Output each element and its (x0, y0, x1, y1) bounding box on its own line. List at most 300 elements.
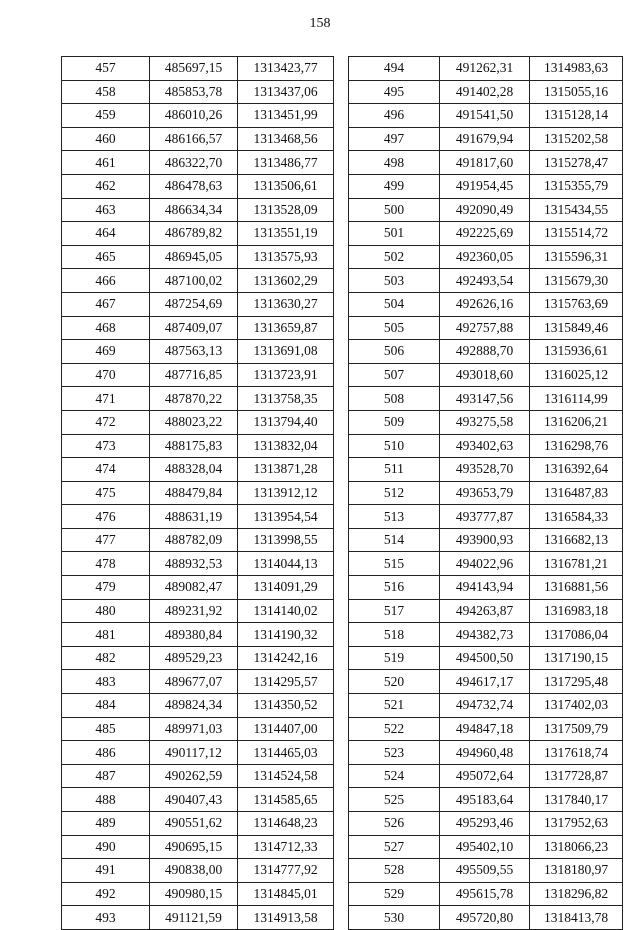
table-row (62, 292, 334, 316)
x-coordinate-cell: 492888,70 (440, 340, 530, 364)
point-number-cell: 523 (349, 741, 440, 765)
y-coordinate-cell: 1314140,02 (238, 599, 334, 623)
table-row (349, 245, 623, 269)
point-number-cell: 496 (349, 104, 440, 128)
y-coordinate-cell: 1315936,61 (530, 340, 623, 364)
x-coordinate-cell: 492493,54 (440, 269, 530, 293)
x-coordinate-cell: 489082,47 (150, 576, 238, 600)
point-number-cell: 518 (349, 623, 440, 647)
point-number-cell: 486 (62, 741, 150, 765)
table-row (349, 670, 623, 694)
y-coordinate-cell: 1313723,91 (238, 363, 334, 387)
y-coordinate-cell: 1318296,82 (530, 882, 623, 906)
table-row (62, 505, 334, 529)
table-row (349, 410, 623, 434)
point-number-cell: 479 (62, 576, 150, 600)
y-coordinate-cell: 1317952,63 (530, 812, 623, 836)
table-row (62, 434, 334, 458)
point-number-cell: 493 (62, 906, 150, 930)
table-row (349, 340, 623, 364)
table-row (349, 741, 623, 765)
y-coordinate-cell: 1313691,08 (238, 340, 334, 364)
y-coordinate-cell: 1315128,14 (530, 104, 623, 128)
point-number-cell: 472 (62, 410, 150, 434)
point-number-cell: 491 (62, 859, 150, 883)
x-coordinate-cell: 488479,84 (150, 481, 238, 505)
point-number-cell: 500 (349, 198, 440, 222)
table-row (62, 127, 334, 151)
x-coordinate-cell: 491541,50 (440, 104, 530, 128)
y-coordinate-cell: 1314044,13 (238, 552, 334, 576)
x-coordinate-cell: 495183,64 (440, 788, 530, 812)
table-row (349, 646, 623, 670)
y-coordinate-cell: 1313758,35 (238, 387, 334, 411)
table-row (349, 174, 623, 198)
table-row (62, 812, 334, 836)
y-coordinate-cell: 1316584,33 (530, 505, 623, 529)
point-number-cell: 466 (62, 269, 150, 293)
table-row (62, 717, 334, 741)
y-coordinate-cell: 1314242,16 (238, 646, 334, 670)
y-coordinate-cell: 1313468,56 (238, 127, 334, 151)
y-coordinate-cell: 1315434,55 (530, 198, 623, 222)
point-number-cell: 457 (62, 57, 150, 81)
point-number-cell: 513 (349, 505, 440, 529)
x-coordinate-cell: 493275,58 (440, 410, 530, 434)
x-coordinate-cell: 493018,60 (440, 363, 530, 387)
point-number-cell: 517 (349, 599, 440, 623)
y-coordinate-cell: 1317618,74 (530, 741, 623, 765)
y-coordinate-cell: 1313871,28 (238, 458, 334, 482)
y-coordinate-cell: 1316781,21 (530, 552, 623, 576)
point-number-cell: 507 (349, 363, 440, 387)
point-number-cell: 519 (349, 646, 440, 670)
x-coordinate-cell: 489824,34 (150, 694, 238, 718)
y-coordinate-cell: 1315679,30 (530, 269, 623, 293)
point-number-cell: 526 (349, 812, 440, 836)
x-coordinate-cell: 492626,16 (440, 292, 530, 316)
table-row (62, 835, 334, 859)
x-coordinate-cell: 486010,26 (150, 104, 238, 128)
table-row (349, 788, 623, 812)
point-number-cell: 492 (62, 882, 150, 906)
x-coordinate-cell: 487716,85 (150, 363, 238, 387)
y-coordinate-cell: 1316881,56 (530, 576, 623, 600)
x-coordinate-cell: 494732,74 (440, 694, 530, 718)
x-coordinate-cell: 486322,70 (150, 151, 238, 175)
x-coordinate-cell: 488932,53 (150, 552, 238, 576)
x-coordinate-cell: 491954,45 (440, 174, 530, 198)
table-row (62, 623, 334, 647)
table-row (62, 387, 334, 411)
table-row (62, 528, 334, 552)
y-coordinate-cell: 1316983,18 (530, 599, 623, 623)
point-number-cell: 471 (62, 387, 150, 411)
table-body (62, 57, 334, 930)
table-row (349, 481, 623, 505)
x-coordinate-cell: 494847,18 (440, 717, 530, 741)
x-coordinate-cell: 494960,48 (440, 741, 530, 765)
x-coordinate-cell: 492225,69 (440, 222, 530, 246)
x-coordinate-cell: 491679,94 (440, 127, 530, 151)
y-coordinate-cell: 1314091,29 (238, 576, 334, 600)
point-number-cell: 498 (349, 151, 440, 175)
y-coordinate-cell: 1314777,92 (238, 859, 334, 883)
table-row (62, 694, 334, 718)
point-number-cell: 467 (62, 292, 150, 316)
point-number-cell: 473 (62, 434, 150, 458)
table-row (349, 57, 623, 81)
table-row (62, 222, 334, 246)
point-number-cell: 459 (62, 104, 150, 128)
y-coordinate-cell: 1317086,04 (530, 623, 623, 647)
x-coordinate-cell: 490838,00 (150, 859, 238, 883)
point-number-cell: 477 (62, 528, 150, 552)
point-number-cell: 495 (349, 80, 440, 104)
x-coordinate-cell: 493147,56 (440, 387, 530, 411)
x-coordinate-cell: 490980,15 (150, 882, 238, 906)
y-coordinate-cell: 1313551,19 (238, 222, 334, 246)
table-row (349, 694, 623, 718)
point-number-cell: 506 (349, 340, 440, 364)
point-number-cell: 494 (349, 57, 440, 81)
y-coordinate-cell: 1313998,55 (238, 528, 334, 552)
x-coordinate-cell: 493402,63 (440, 434, 530, 458)
point-number-cell: 505 (349, 316, 440, 340)
x-coordinate-cell: 487870,22 (150, 387, 238, 411)
x-coordinate-cell: 491817,60 (440, 151, 530, 175)
table-row (62, 316, 334, 340)
y-coordinate-cell: 1313437,06 (238, 80, 334, 104)
table-row (62, 104, 334, 128)
table-row (349, 80, 623, 104)
x-coordinate-cell: 491402,28 (440, 80, 530, 104)
y-coordinate-cell: 1316025,12 (530, 363, 623, 387)
point-number-cell: 504 (349, 292, 440, 316)
point-number-cell: 490 (62, 835, 150, 859)
table-row (62, 410, 334, 434)
x-coordinate-cell: 494500,50 (440, 646, 530, 670)
point-number-cell: 462 (62, 174, 150, 198)
y-coordinate-cell: 1313575,93 (238, 245, 334, 269)
y-coordinate-cell: 1317190,15 (530, 646, 623, 670)
x-coordinate-cell: 495720,80 (440, 906, 530, 930)
point-number-cell: 511 (349, 458, 440, 482)
x-coordinate-cell: 495402,10 (440, 835, 530, 859)
table-row (349, 222, 623, 246)
y-coordinate-cell: 1317840,17 (530, 788, 623, 812)
point-number-cell: 515 (349, 552, 440, 576)
x-coordinate-cell: 495293,46 (440, 812, 530, 836)
y-coordinate-cell: 1314465,03 (238, 741, 334, 765)
point-number-cell: 483 (62, 670, 150, 694)
x-coordinate-cell: 486166,57 (150, 127, 238, 151)
table-row (349, 599, 623, 623)
x-coordinate-cell: 488631,19 (150, 505, 238, 529)
table-row (62, 882, 334, 906)
x-coordinate-cell: 492757,88 (440, 316, 530, 340)
x-coordinate-cell: 494617,17 (440, 670, 530, 694)
table-body (349, 57, 623, 930)
table-row (349, 835, 623, 859)
point-number-cell: 502 (349, 245, 440, 269)
point-number-cell: 501 (349, 222, 440, 246)
y-coordinate-cell: 1314983,63 (530, 57, 623, 81)
table-row (62, 859, 334, 883)
y-coordinate-cell: 1316682,13 (530, 528, 623, 552)
y-coordinate-cell: 1316114,99 (530, 387, 623, 411)
x-coordinate-cell: 487254,69 (150, 292, 238, 316)
point-number-cell: 514 (349, 528, 440, 552)
table-row (62, 670, 334, 694)
table-row (349, 906, 623, 930)
point-number-cell: 525 (349, 788, 440, 812)
x-coordinate-cell: 485697,15 (150, 57, 238, 81)
y-coordinate-cell: 1313794,40 (238, 410, 334, 434)
y-coordinate-cell: 1313451,99 (238, 104, 334, 128)
y-coordinate-cell: 1316298,76 (530, 434, 623, 458)
y-coordinate-cell: 1314190,32 (238, 623, 334, 647)
x-coordinate-cell: 487409,07 (150, 316, 238, 340)
x-coordinate-cell: 495615,78 (440, 882, 530, 906)
table-row (349, 316, 623, 340)
y-coordinate-cell: 1313423,77 (238, 57, 334, 81)
table-row (62, 764, 334, 788)
y-coordinate-cell: 1318180,97 (530, 859, 623, 883)
x-coordinate-cell: 486789,82 (150, 222, 238, 246)
x-coordinate-cell: 492360,05 (440, 245, 530, 269)
point-number-cell: 503 (349, 269, 440, 293)
coordinates-table-right (348, 56, 623, 930)
table-row (62, 245, 334, 269)
y-coordinate-cell: 1314407,00 (238, 717, 334, 741)
table-row (349, 387, 623, 411)
y-coordinate-cell: 1314845,01 (238, 882, 334, 906)
x-coordinate-cell: 489677,07 (150, 670, 238, 694)
y-coordinate-cell: 1315596,31 (530, 245, 623, 269)
x-coordinate-cell: 493900,93 (440, 528, 530, 552)
table-row (349, 812, 623, 836)
y-coordinate-cell: 1313832,04 (238, 434, 334, 458)
point-number-cell: 489 (62, 812, 150, 836)
table-row (62, 576, 334, 600)
point-number-cell: 465 (62, 245, 150, 269)
table-row (349, 764, 623, 788)
table-row (62, 174, 334, 198)
table-row (349, 528, 623, 552)
y-coordinate-cell: 1315202,58 (530, 127, 623, 151)
y-coordinate-cell: 1313954,54 (238, 505, 334, 529)
point-number-cell: 463 (62, 198, 150, 222)
point-number-cell: 481 (62, 623, 150, 647)
table-row (349, 458, 623, 482)
point-number-cell: 469 (62, 340, 150, 364)
table-row (349, 859, 623, 883)
x-coordinate-cell: 488782,09 (150, 528, 238, 552)
table-row (62, 552, 334, 576)
y-coordinate-cell: 1317295,48 (530, 670, 623, 694)
point-number-cell: 522 (349, 717, 440, 741)
point-number-cell: 474 (62, 458, 150, 482)
table-row (349, 127, 623, 151)
x-coordinate-cell: 495509,55 (440, 859, 530, 883)
table-row (62, 198, 334, 222)
table-row (349, 104, 623, 128)
point-number-cell: 524 (349, 764, 440, 788)
y-coordinate-cell: 1314913,58 (238, 906, 334, 930)
table-row (349, 292, 623, 316)
table-row (62, 151, 334, 175)
point-number-cell: 527 (349, 835, 440, 859)
point-number-cell: 520 (349, 670, 440, 694)
coordinates-table-left (61, 56, 334, 930)
x-coordinate-cell: 490551,62 (150, 812, 238, 836)
table-row (62, 906, 334, 930)
y-coordinate-cell: 1317509,79 (530, 717, 623, 741)
y-coordinate-cell: 1317728,87 (530, 764, 623, 788)
y-coordinate-cell: 1318413,78 (530, 906, 623, 930)
y-coordinate-cell: 1315763,69 (530, 292, 623, 316)
y-coordinate-cell: 1314585,65 (238, 788, 334, 812)
point-number-cell: 499 (349, 174, 440, 198)
table-row (62, 80, 334, 104)
y-coordinate-cell: 1316206,21 (530, 410, 623, 434)
table-row (349, 576, 623, 600)
y-coordinate-cell: 1317402,03 (530, 694, 623, 718)
y-coordinate-cell: 1313506,61 (238, 174, 334, 198)
point-number-cell: 460 (62, 127, 150, 151)
point-number-cell: 529 (349, 882, 440, 906)
point-number-cell: 475 (62, 481, 150, 505)
point-number-cell: 468 (62, 316, 150, 340)
table-row (349, 623, 623, 647)
point-number-cell: 484 (62, 694, 150, 718)
point-number-cell: 470 (62, 363, 150, 387)
point-number-cell: 508 (349, 387, 440, 411)
x-coordinate-cell: 492090,49 (440, 198, 530, 222)
table-row (349, 882, 623, 906)
point-number-cell: 528 (349, 859, 440, 883)
table-row (349, 151, 623, 175)
y-coordinate-cell: 1314295,57 (238, 670, 334, 694)
x-coordinate-cell: 487100,02 (150, 269, 238, 293)
point-number-cell: 461 (62, 151, 150, 175)
point-number-cell: 510 (349, 434, 440, 458)
y-coordinate-cell: 1315055,16 (530, 80, 623, 104)
x-coordinate-cell: 490117,12 (150, 741, 238, 765)
table-row (349, 505, 623, 529)
x-coordinate-cell: 488175,83 (150, 434, 238, 458)
y-coordinate-cell: 1313528,09 (238, 198, 334, 222)
table-row (349, 434, 623, 458)
table-row (62, 481, 334, 505)
table-row (349, 363, 623, 387)
table-row (349, 198, 623, 222)
table-row (62, 363, 334, 387)
table-row (62, 269, 334, 293)
y-coordinate-cell: 1318066,23 (530, 835, 623, 859)
y-coordinate-cell: 1313602,29 (238, 269, 334, 293)
x-coordinate-cell: 494382,73 (440, 623, 530, 647)
x-coordinate-cell: 489231,92 (150, 599, 238, 623)
table-row (62, 458, 334, 482)
table-row (62, 599, 334, 623)
x-coordinate-cell: 494022,96 (440, 552, 530, 576)
table-row (62, 646, 334, 670)
point-number-cell: 521 (349, 694, 440, 718)
y-coordinate-cell: 1316392,64 (530, 458, 623, 482)
x-coordinate-cell: 488023,22 (150, 410, 238, 434)
point-number-cell: 497 (349, 127, 440, 151)
x-coordinate-cell: 490695,15 (150, 835, 238, 859)
y-coordinate-cell: 1313912,12 (238, 481, 334, 505)
x-coordinate-cell: 493528,70 (440, 458, 530, 482)
y-coordinate-cell: 1315278,47 (530, 151, 623, 175)
y-coordinate-cell: 1314712,33 (238, 835, 334, 859)
point-number-cell: 485 (62, 717, 150, 741)
y-coordinate-cell: 1313659,87 (238, 316, 334, 340)
y-coordinate-cell: 1316487,83 (530, 481, 623, 505)
point-number-cell: 487 (62, 764, 150, 788)
x-coordinate-cell: 490407,43 (150, 788, 238, 812)
x-coordinate-cell: 494143,94 (440, 576, 530, 600)
x-coordinate-cell: 488328,04 (150, 458, 238, 482)
y-coordinate-cell: 1313486,77 (238, 151, 334, 175)
y-coordinate-cell: 1313630,27 (238, 292, 334, 316)
y-coordinate-cell: 1315849,46 (530, 316, 623, 340)
table-row (62, 57, 334, 81)
x-coordinate-cell: 490262,59 (150, 764, 238, 788)
x-coordinate-cell: 489380,84 (150, 623, 238, 647)
table-row (349, 717, 623, 741)
x-coordinate-cell: 485853,78 (150, 80, 238, 104)
x-coordinate-cell: 487563,13 (150, 340, 238, 364)
y-coordinate-cell: 1314350,52 (238, 694, 334, 718)
x-coordinate-cell: 486478,63 (150, 174, 238, 198)
x-coordinate-cell: 489529,23 (150, 646, 238, 670)
x-coordinate-cell: 486634,34 (150, 198, 238, 222)
x-coordinate-cell: 486945,05 (150, 245, 238, 269)
table-row (62, 340, 334, 364)
x-coordinate-cell: 491262,31 (440, 57, 530, 81)
y-coordinate-cell: 1314524,58 (238, 764, 334, 788)
page-number: 158 (309, 16, 331, 31)
x-coordinate-cell: 493653,79 (440, 481, 530, 505)
point-number-cell: 512 (349, 481, 440, 505)
x-coordinate-cell: 494263,87 (440, 599, 530, 623)
y-coordinate-cell: 1315355,79 (530, 174, 623, 198)
point-number-cell: 488 (62, 788, 150, 812)
y-coordinate-cell: 1315514,72 (530, 222, 623, 246)
x-coordinate-cell: 489971,03 (150, 717, 238, 741)
point-number-cell: 478 (62, 552, 150, 576)
point-number-cell: 516 (349, 576, 440, 600)
point-number-cell: 480 (62, 599, 150, 623)
point-number-cell: 482 (62, 646, 150, 670)
point-number-cell: 476 (62, 505, 150, 529)
point-number-cell: 458 (62, 80, 150, 104)
x-coordinate-cell: 495072,64 (440, 764, 530, 788)
x-coordinate-cell: 491121,59 (150, 906, 238, 930)
table-row (349, 552, 623, 576)
table-row (62, 741, 334, 765)
point-number-cell: 509 (349, 410, 440, 434)
point-number-cell: 464 (62, 222, 150, 246)
table-row (349, 269, 623, 293)
x-coordinate-cell: 493777,87 (440, 505, 530, 529)
point-number-cell: 530 (349, 906, 440, 930)
y-coordinate-cell: 1314648,23 (238, 812, 334, 836)
